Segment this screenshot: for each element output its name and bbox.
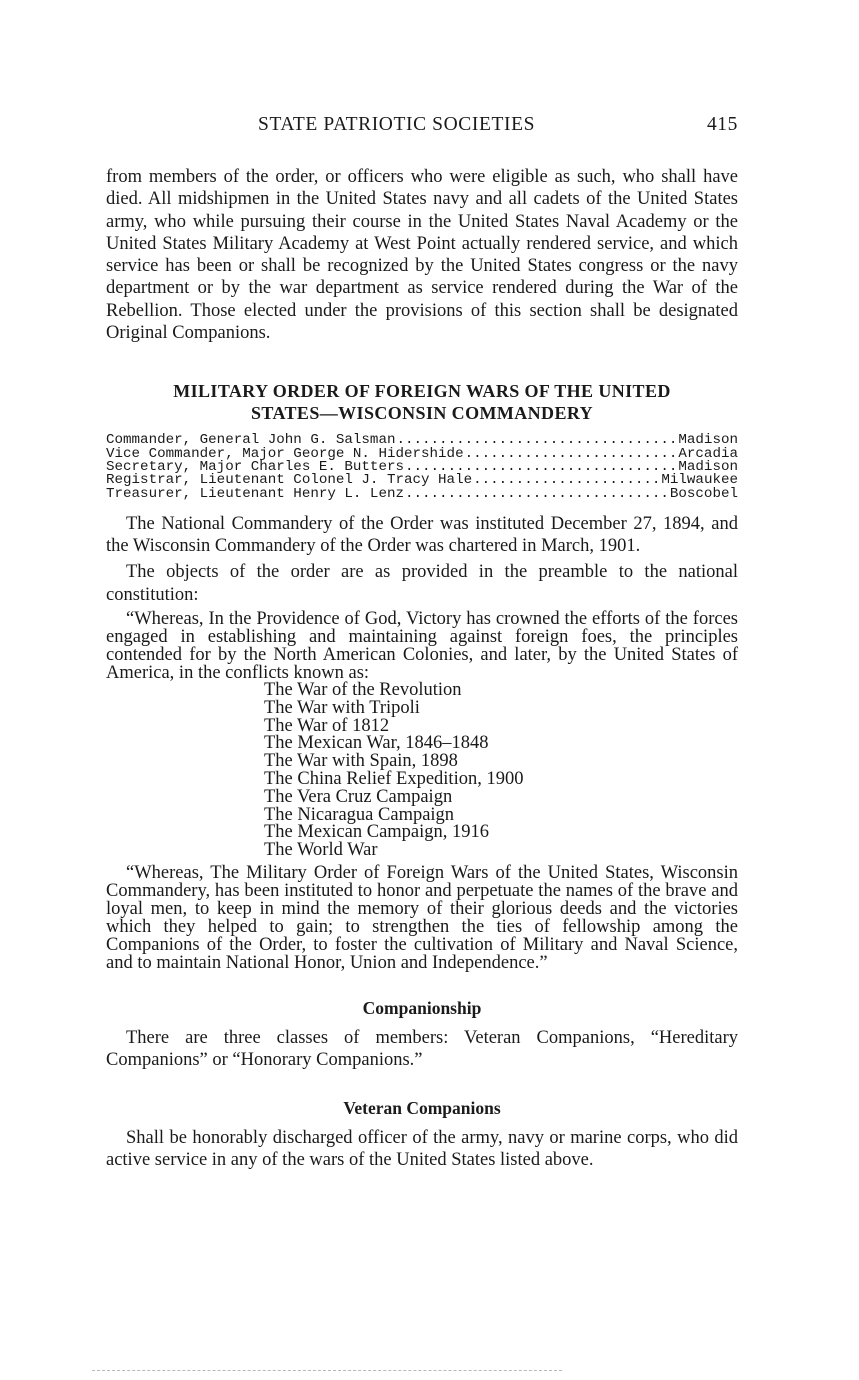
companionship-heading: Companionship bbox=[362, 998, 482, 1019]
footer-divider bbox=[92, 1370, 562, 1371]
officer-role: Commander, General John G. Salsman bbox=[106, 432, 396, 449]
officer-city: Boscobel bbox=[669, 485, 738, 502]
document-page bbox=[106, 112, 738, 1175]
officer-city: Milwaukee bbox=[661, 472, 738, 489]
war-item: The Vera Cruz Campaign bbox=[264, 786, 453, 807]
officer-role: Registrar, Lieutenant Colonel J. Tracy Hale bbox=[106, 472, 473, 489]
war-item: The Mexican Campaign, 1916 bbox=[264, 822, 490, 843]
officer-list bbox=[106, 434, 738, 500]
war-item: The China Relief Expedition, 1900 bbox=[264, 769, 524, 790]
officer-city: Madison bbox=[678, 458, 738, 475]
wars-list bbox=[264, 682, 738, 860]
whereas-paragraph-2: “Whereas, The Military Order of Foreign Wars of the United States, Wisconsin Commandery, has been instituted to honor and perpetuate the names of the brave and loyal men, to keep in mind the memory of their glorious deeds and the victories which they helped to gain; to strengthen the ties of fellowship among the Companions of the Order, to foster the cultivation of Military and Naval Science, and to maintain National Honor, Union and Independence.” bbox=[106, 863, 738, 974]
national-commandery-paragraph: The National Commandery of the Order was instituted December 27, 1894, and the Wisconsin Commandery of the Order was chartered in March, 1901. bbox=[106, 513, 738, 557]
section-title bbox=[106, 380, 738, 424]
officer-row bbox=[106, 485, 738, 502]
war-item: The Mexican War, 1846–1848 bbox=[264, 733, 489, 754]
war-item: The War with Spain, 1898 bbox=[264, 751, 458, 772]
section-title-line-1: MILITARY ORDER OF FOREIGN WARS OF THE UNITED bbox=[173, 381, 671, 402]
war-item: The War with Tripoli bbox=[264, 697, 420, 718]
page-number: 415 bbox=[706, 114, 738, 135]
officer-role: Treasurer, Lieutenant Henry L. Lenz bbox=[106, 485, 404, 502]
officer-role: Secretary, Major Charles E. Butters bbox=[106, 458, 404, 475]
dot-leader bbox=[465, 448, 678, 461]
companionship-paragraph: There are three classes of members: Veteran Companions, “Hereditary Companions” or “Honorary Companions.” bbox=[106, 1028, 738, 1071]
veteran-companions-paragraph: Shall be honorably discharged officer of the army, navy or marine corps, who did active service in any of the wars of the United States listed above. bbox=[106, 1127, 738, 1170]
intro-paragraph: from members of the order, or officers who were eligible as such, who shall have died. All midshipmen in the United States navy and all cadets of the United States army, who while pursuing their course in the United States Naval Academy or the United States Military Academy at West Point actually rendered service, and which service has been or shall be recognized by the United States congress or the navy department or by the war department as service rendered during the War of the Rebellion. Those elected under the provisions of this section shall be designated Original Companions. bbox=[106, 167, 738, 344]
officer-city: Madison bbox=[678, 432, 738, 449]
section-title-line-2: STATES—WISCONSIN COMMANDERY bbox=[250, 403, 594, 424]
running-header bbox=[106, 112, 738, 142]
whereas-paragraph-1: “Whereas, In the Providence of God, Victory has crowned the efforts of the forces engaged in establishing and maintaining against foreign foes, the principles contended for by the North American Colonies, and later, by the United States of America, in the conflicts known as: bbox=[106, 609, 738, 684]
running-title: STATE PATRIOTIC SOCIETIES bbox=[258, 114, 536, 135]
war-item: The Nicaragua Campaign bbox=[264, 804, 455, 825]
war-item: The War of 1812 bbox=[264, 715, 390, 736]
officer-role: Vice Commander, Major George N. Hidershide bbox=[106, 445, 464, 462]
veteran-companions-heading: Veteran Companions bbox=[343, 1097, 501, 1118]
dot-leader bbox=[473, 474, 660, 487]
dot-leader bbox=[405, 488, 669, 501]
war-item: The World War bbox=[264, 840, 378, 861]
war-item: The War of the Revolution bbox=[264, 680, 462, 701]
officer-city: Arcadia bbox=[678, 445, 738, 462]
objects-paragraph: The objects of the order are as provided in the preamble to the national constitution: bbox=[106, 562, 738, 605]
